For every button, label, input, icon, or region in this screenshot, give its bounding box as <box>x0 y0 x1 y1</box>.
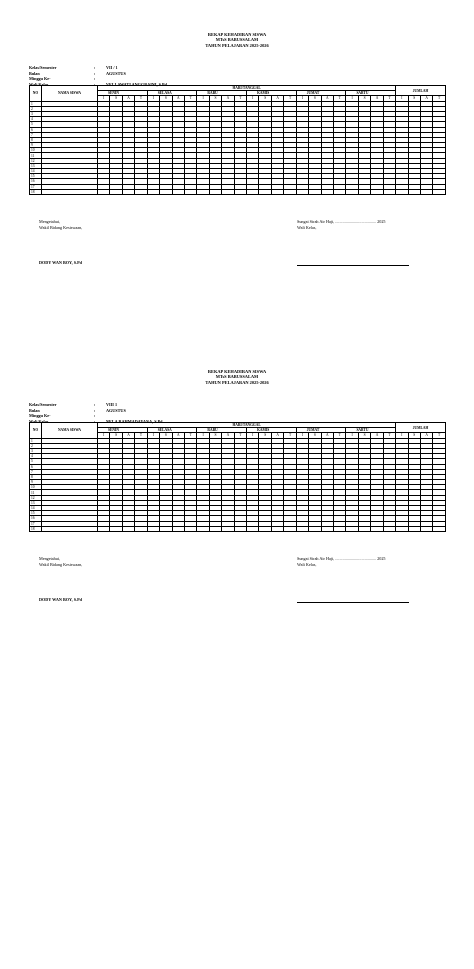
code-header: T <box>383 433 395 438</box>
report-header <box>29 369 445 385</box>
attendance-sheet-1 <box>29 0 445 310</box>
code-header: I <box>396 96 408 101</box>
attendance-cell[interactable] <box>122 189 134 194</box>
day-header: SELASA <box>147 428 197 433</box>
code-header: S <box>110 96 122 101</box>
total-header: JUMLAH <box>396 86 446 96</box>
code-header: T <box>284 96 296 101</box>
code-header: A <box>122 433 134 438</box>
code-header: I <box>247 96 259 101</box>
attendance-cell[interactable] <box>371 189 383 194</box>
report-title2: MTsS BABUSSALAM <box>215 37 259 43</box>
signature-line <box>297 602 409 603</box>
attendance-cell[interactable] <box>321 526 333 531</box>
name-header: NAMA SISWA <box>42 86 98 102</box>
info-label: Minggu Ke- <box>29 413 51 419</box>
info-colon: : <box>94 418 96 424</box>
row-number: 3 <box>30 111 42 116</box>
attendance-cell[interactable] <box>383 526 395 531</box>
attendance-cell[interactable] <box>259 189 271 194</box>
attendance-cell[interactable] <box>321 189 333 194</box>
info-value: VELLAWATI ANGGRAINI, S.Pd <box>106 81 167 87</box>
sign-left-name: DODY WAN BOY, S.Pd <box>39 597 83 602</box>
sign-right-place-date: Sungai Sirah Air Haji, ....................................... 2025 <box>297 556 386 561</box>
row-number: 5 <box>30 122 42 127</box>
attendance-cell[interactable] <box>346 189 358 194</box>
attendance-cell[interactable] <box>358 189 370 194</box>
day-header: KAMIS <box>247 428 297 433</box>
code-header: S <box>259 433 271 438</box>
attendance-cell[interactable] <box>147 526 159 531</box>
info-value: AGUSTUS <box>106 407 126 413</box>
report-title3: TAHUN PELAJARAN 2025-2026 <box>205 379 269 385</box>
sign-right-role: Wali Kelas, <box>297 225 317 230</box>
info-label: Wali Kelas <box>29 418 49 424</box>
sign-left-name: DODY WAN BOY, S.Pd <box>39 260 83 265</box>
info-label: Kelas/Semester <box>29 65 57 70</box>
attendance-cell[interactable] <box>271 189 283 194</box>
code-header: T <box>184 433 196 438</box>
code-header: I <box>197 433 209 438</box>
attendance-cell[interactable] <box>296 189 308 194</box>
date-group-header: HARI/TANGGAL <box>98 423 396 428</box>
row-number: 5 <box>30 459 42 464</box>
attendance-cell[interactable] <box>135 189 147 194</box>
report-header <box>29 32 445 48</box>
code-header: I <box>197 96 209 101</box>
info-colon: : <box>94 81 96 87</box>
attendance-cell[interactable] <box>334 526 346 531</box>
attendance-cell[interactable] <box>408 526 420 531</box>
code-header: S <box>408 433 420 438</box>
attendance-sheet-2 <box>29 337 445 969</box>
code-header: T <box>334 96 346 101</box>
attendance-cell[interactable] <box>135 526 147 531</box>
attendance-cell[interactable] <box>421 526 433 531</box>
sign-left-greeting: Mengetahui, <box>39 219 61 224</box>
day-header: SELASA <box>147 91 197 96</box>
info-value: AGUSTUS <box>106 70 126 76</box>
attendance-cell[interactable] <box>408 189 420 194</box>
row-number: 15 <box>30 174 42 179</box>
code-header: T <box>135 433 147 438</box>
info-colon: : <box>94 70 96 76</box>
code-header: S <box>110 433 122 438</box>
code-header: T <box>135 96 147 101</box>
code-header: A <box>421 433 433 438</box>
info-colon: : <box>94 407 96 413</box>
sign-left-role: Wakil Bidang Kesiswaan, <box>39 562 83 567</box>
row-number: 4 <box>30 117 42 122</box>
row-number: 7 <box>30 469 42 474</box>
attendance-cell[interactable] <box>172 189 184 194</box>
sign-right-role: Wali Kelas, <box>297 562 317 567</box>
report-title2: MTsS BABUSSALAM <box>215 374 259 380</box>
info-label: Minggu Ke- <box>29 76 51 82</box>
row-number: 7 <box>30 132 42 137</box>
attendance-cell[interactable] <box>197 526 209 531</box>
attendance-cell[interactable] <box>222 526 234 531</box>
table-row <box>30 189 446 194</box>
row-number: 3 <box>30 448 42 453</box>
attendance-cell[interactable] <box>284 526 296 531</box>
code-header: I <box>296 433 308 438</box>
attendance-cell[interactable] <box>122 526 134 531</box>
row-number: 18 <box>30 189 42 194</box>
attendance-cell[interactable] <box>209 189 221 194</box>
student-name-cell[interactable] <box>42 189 98 194</box>
code-header: T <box>383 96 395 101</box>
attendance-cell[interactable] <box>396 189 408 194</box>
attendance-cell[interactable] <box>160 189 172 194</box>
info-colon: : <box>94 76 96 82</box>
code-header: I <box>346 96 358 101</box>
info-label: Bulan <box>29 70 40 76</box>
row-number: 13 <box>30 500 42 505</box>
code-header: S <box>358 433 370 438</box>
row-number: 12 <box>30 495 42 500</box>
attendance-cell[interactable] <box>197 189 209 194</box>
attendance-cell[interactable] <box>358 526 370 531</box>
attendance-cell[interactable] <box>172 526 184 531</box>
attendance-table <box>29 85 446 195</box>
attendance-cell[interactable] <box>396 526 408 531</box>
row-number: 12 <box>30 158 42 163</box>
code-header: I <box>396 433 408 438</box>
code-header: I <box>346 433 358 438</box>
code-header: I <box>247 433 259 438</box>
attendance-cell[interactable] <box>234 189 246 194</box>
row-number: 2 <box>30 106 42 111</box>
code-header: I <box>98 433 110 438</box>
attendance-cell[interactable] <box>110 526 122 531</box>
row-number: 2 <box>30 443 42 448</box>
row-number: 11 <box>30 153 42 158</box>
no-header: NO <box>30 423 42 439</box>
code-header: I <box>147 96 159 101</box>
attendance-cell[interactable] <box>271 526 283 531</box>
code-header: I <box>98 96 110 101</box>
attendance-cell[interactable] <box>247 526 259 531</box>
report-title1: REKAP KEHADIRAN SISWA <box>207 32 267 37</box>
code-header: A <box>122 96 134 101</box>
attendance-cell[interactable] <box>110 189 122 194</box>
code-header: A <box>172 433 184 438</box>
code-header: S <box>358 96 370 101</box>
row-number: 18 <box>30 526 42 531</box>
day-header: RABU <box>197 91 247 96</box>
row-number: 11 <box>30 490 42 495</box>
report-title3: TAHUN PELAJARAN 2025-2026 <box>205 42 269 48</box>
sign-left-greeting: Mengetahui, <box>39 556 61 561</box>
row-number: 6 <box>30 127 42 132</box>
row-number: 16 <box>30 179 42 184</box>
code-header: A <box>271 96 283 101</box>
name-header: NAMA SISWA <box>42 423 98 439</box>
row-number: 1 <box>30 438 42 443</box>
row-number: 14 <box>30 506 42 511</box>
code-header: A <box>271 433 283 438</box>
row-number: 8 <box>30 137 42 142</box>
attendance-cell[interactable] <box>222 189 234 194</box>
attendance-cell[interactable] <box>247 189 259 194</box>
day-header: JUMAT <box>296 91 346 96</box>
row-number: 10 <box>30 485 42 490</box>
day-header: SABTU <box>346 428 396 433</box>
day-header: SENIN <box>98 91 148 96</box>
row-number: 17 <box>30 521 42 526</box>
attendance-cell[interactable] <box>309 189 321 194</box>
attendance-cell[interactable] <box>259 526 271 531</box>
attendance-cell[interactable] <box>421 189 433 194</box>
attendance-cell[interactable] <box>309 526 321 531</box>
signature-line <box>297 265 409 266</box>
code-header: A <box>371 96 383 101</box>
no-header: NO <box>30 86 42 102</box>
row-number: 14 <box>30 169 42 174</box>
code-header: S <box>309 96 321 101</box>
info-colon: : <box>94 65 96 70</box>
row-number: 6 <box>30 464 42 469</box>
code-header: A <box>222 96 234 101</box>
code-header: T <box>433 96 445 101</box>
row-number: 4 <box>30 454 42 459</box>
attendance-cell[interactable] <box>184 189 196 194</box>
attendance-cell[interactable] <box>346 526 358 531</box>
attendance-cell[interactable] <box>160 526 172 531</box>
day-header: SABTU <box>346 91 396 96</box>
row-number: 8 <box>30 474 42 479</box>
code-header: S <box>160 433 172 438</box>
info-label: Wali Kelas <box>29 81 49 87</box>
row-number: 16 <box>30 516 42 521</box>
attendance-cell[interactable] <box>98 189 110 194</box>
info-value: VII / 1 <box>106 65 118 70</box>
info-value: VIII 1 <box>106 402 118 407</box>
info-label: Kelas/Semester <box>29 402 57 407</box>
info-colon: : <box>94 402 96 407</box>
attendance-cell[interactable] <box>284 189 296 194</box>
code-header: A <box>421 96 433 101</box>
attendance-cell[interactable] <box>371 526 383 531</box>
attendance-cell[interactable] <box>296 526 308 531</box>
row-number: 9 <box>30 143 42 148</box>
row-number: 9 <box>30 480 42 485</box>
attendance-cell[interactable] <box>184 526 196 531</box>
date-group-header: HARI/TANGGAL <box>98 86 396 91</box>
code-header: S <box>408 96 420 101</box>
day-header: KAMIS <box>247 91 297 96</box>
code-header: S <box>259 96 271 101</box>
attendance-table <box>29 422 446 532</box>
attendance-cell[interactable] <box>383 189 395 194</box>
code-header: T <box>433 433 445 438</box>
code-header: T <box>234 96 246 101</box>
info-label: Bulan <box>29 407 40 413</box>
code-header: A <box>321 96 333 101</box>
row-number: 17 <box>30 184 42 189</box>
code-header: I <box>296 96 308 101</box>
code-header: A <box>321 433 333 438</box>
code-header: A <box>172 96 184 101</box>
code-header: S <box>309 433 321 438</box>
row-number: 10 <box>30 148 42 153</box>
sign-left-role: Wakil Bidang Kesiswaan, <box>39 225 83 230</box>
attendance-cell[interactable] <box>433 189 445 194</box>
code-header: A <box>371 433 383 438</box>
row-number: 15 <box>30 511 42 516</box>
day-header: SENIN <box>98 428 148 433</box>
info-colon: : <box>94 413 96 419</box>
info-value: NELA RAHMADAYANA, S.Pd <box>106 418 163 424</box>
sign-right-place-date: Sungai Sirah Air Haji, ....................................... 2025 <box>297 219 386 224</box>
code-header: T <box>184 96 196 101</box>
code-header: I <box>147 433 159 438</box>
code-header: S <box>209 433 221 438</box>
report-title1: REKAP KEHADIRAN SISWA <box>207 369 267 374</box>
attendance-cell[interactable] <box>98 526 110 531</box>
code-header: T <box>334 433 346 438</box>
attendance-cell[interactable] <box>433 526 445 531</box>
code-header: S <box>160 96 172 101</box>
student-name-cell[interactable] <box>42 526 98 531</box>
row-number: 13 <box>30 163 42 168</box>
attendance-cell[interactable] <box>334 189 346 194</box>
day-header: JUMAT <box>296 428 346 433</box>
code-header: T <box>284 433 296 438</box>
attendance-cell[interactable] <box>209 526 221 531</box>
code-header: T <box>234 433 246 438</box>
attendance-cell[interactable] <box>147 189 159 194</box>
code-header: S <box>209 96 221 101</box>
total-header: JUMLAH <box>396 423 446 433</box>
table-row <box>30 526 446 531</box>
row-number: 1 <box>30 101 42 106</box>
code-header: A <box>222 433 234 438</box>
day-header: RABU <box>197 428 247 433</box>
attendance-cell[interactable] <box>234 526 246 531</box>
